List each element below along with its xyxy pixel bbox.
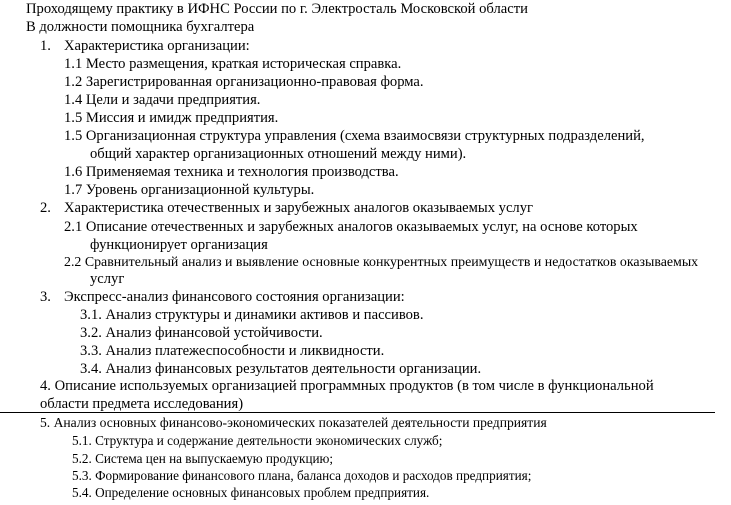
section-5-item: 5.4. Определение основных финансовых проблем предприятия.: [72, 485, 430, 500]
section-1-item: 1.5 Организационная структура управления (схема взаимосвязи структурных подразделений,: [64, 128, 645, 144]
header-line-1: Проходящему практику в ИФНС России по г. Электросталь Московской области: [26, 1, 528, 17]
section-3-item: 3.4. Анализ финансовых результатов деятельности организации.: [80, 361, 482, 377]
horizontal-divider: [0, 412, 715, 413]
section-5-item: 5.2. Система цен на выпускаемую продукцию;: [72, 451, 334, 466]
header-line-2: В должности помощника бухгалтера: [26, 19, 255, 35]
section-1-item: 1.2 Зарегистрированная организационно-правовая форма.: [64, 74, 424, 90]
section-2-item-continuation: услуг: [90, 271, 125, 287]
section-1-item: 1.1 Место размещения, краткая историческая справка.: [64, 56, 402, 72]
section-1-item: 1.4 Цели и задачи предприятия.: [64, 92, 261, 108]
section-4-line-1: 4. Описание используемых организацией программных продуктов (в том числе в функциональной: [40, 378, 654, 394]
section-1-item: 1.5 Миссия и имидж предприятия.: [64, 110, 279, 126]
section-3-item: 3.2. Анализ финансовой устойчивости.: [80, 325, 323, 341]
section-1-item: 1.7 Уровень организационной культуры.: [64, 182, 315, 198]
section-5-item: 5.1. Структура и содержание деятельности экономических служб;: [72, 433, 443, 448]
section-2-number: 2.: [40, 200, 51, 216]
section-2-item: 2.2 Сравнительный анализ и выявление основные конкурентных преимуществ и недостатков оказываемых: [64, 255, 699, 270]
section-3-title: Экспресс-анализ финансового состояния организации:: [64, 289, 405, 305]
section-2-title: Характеристика отечественных и зарубежных аналогов оказываемых услуг: [64, 200, 533, 216]
section-3-item: 3.3. Анализ платежеспособности и ликвидности.: [80, 343, 385, 359]
section-2-item: 2.1 Описание отечественных и зарубежных аналогов оказываемых услуг, на основе которых: [64, 219, 638, 235]
section-1-item: 1.6 Применяемая техника и технология производства.: [64, 164, 399, 180]
section-3-item: 3.1. Анализ структуры и динамики активов и пассивов.: [80, 307, 424, 323]
section-2-item-continuation: функционирует организация: [90, 237, 268, 253]
section-1-item-continuation: общий характер организационных отношений между ними).: [90, 146, 467, 162]
section-5-item: 5.3. Формирование финансового плана, баланса доходов и расходов предприятия;: [72, 468, 532, 483]
section-4-line-2: области предмета исследования): [40, 396, 244, 412]
section-1-number: 1.: [40, 38, 51, 54]
section-3-number: 3.: [40, 289, 51, 305]
section-1-title: Характеристика организации:: [64, 38, 250, 54]
section-5-title: 5. Анализ основных финансово-экономических показателей деятельности предприятия: [40, 415, 547, 430]
